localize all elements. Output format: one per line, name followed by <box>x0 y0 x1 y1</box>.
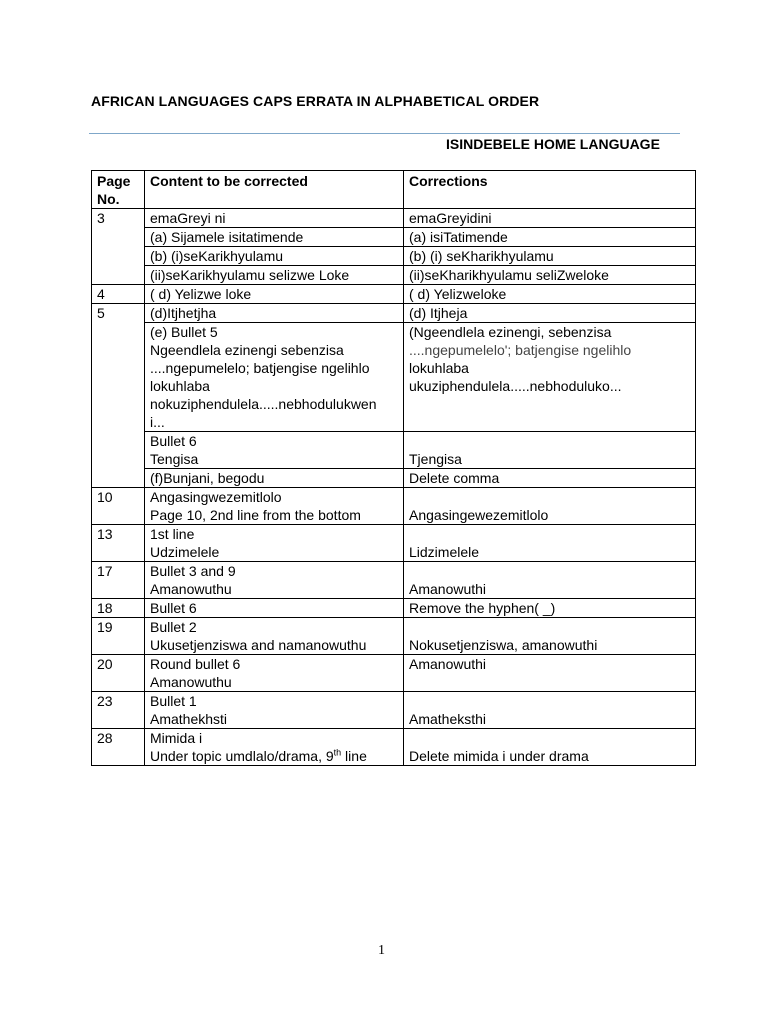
content-cell <box>145 618 404 655</box>
corrections-cell <box>404 618 696 655</box>
corrections-line <box>409 488 690 506</box>
table-row <box>92 655 696 692</box>
corrections-line: (a) isiTatimende <box>409 229 508 245</box>
corrections-cell <box>404 599 696 618</box>
content-line: Udzimelele <box>150 544 220 560</box>
content-line: (a) Sijamele isitatimende <box>150 229 304 245</box>
corrections-line: Remove the hyphen( _) <box>409 600 556 616</box>
content-cell <box>145 562 404 599</box>
page-cell: 4 <box>92 285 145 304</box>
content-cell <box>145 655 404 692</box>
content-line: Amanowuthu <box>150 581 232 597</box>
content-line: ( d) Yelizwe loke <box>150 286 252 302</box>
page-number: 1 <box>378 943 385 958</box>
corrections-line <box>409 729 690 747</box>
page-cell: 18 <box>92 599 145 618</box>
table-row <box>92 228 696 247</box>
table-row <box>92 323 696 432</box>
content-cell <box>145 488 404 525</box>
table-row <box>92 304 696 323</box>
content-cell <box>145 692 404 729</box>
corrections-cell <box>404 323 696 432</box>
corrections-line <box>409 618 690 636</box>
corrections-cell <box>404 562 696 599</box>
content-line: (e) Bullet 5 <box>150 324 218 340</box>
page-cell: 28 <box>92 729 145 766</box>
corrections-line: ukuziphendulela.....nebhoduluko... <box>409 378 622 394</box>
table-row <box>92 729 696 766</box>
content-cell <box>145 266 404 285</box>
corrections-cell <box>404 247 696 266</box>
table-row <box>92 285 696 304</box>
content-cell <box>145 285 404 304</box>
superscript: th <box>333 747 342 758</box>
content-line: (d)Itjhetjha <box>150 305 217 321</box>
corrections-line: ( d) Yelizweloke <box>409 286 507 302</box>
header-content: Content to be corrected <box>145 171 404 209</box>
corrections-cell <box>404 432 696 469</box>
content-line: Amanowuthu <box>150 674 232 690</box>
content-line: (b) (i)seKarikhyulamu <box>150 248 284 264</box>
header-corrections: Corrections <box>404 171 696 209</box>
corrections-line: Lidzimelele <box>409 544 480 560</box>
corrections-cell <box>404 692 696 729</box>
corrections-line <box>409 692 690 710</box>
document-subtitle: ISINDEBELE HOME LANGUAGE <box>446 136 660 152</box>
content-cell <box>145 432 404 469</box>
content-cell <box>145 469 404 488</box>
content-line: Bullet 3 and 9 <box>150 563 236 579</box>
corrections-line: Tjengisa <box>409 451 462 467</box>
corrections-cell <box>404 228 696 247</box>
header-page <box>92 171 145 209</box>
content-line: Bullet 2 <box>150 619 197 635</box>
header-rule <box>89 133 680 134</box>
content-cell <box>145 304 404 323</box>
corrections-line: (ii)seKharikhyulamu seliZweloke <box>409 267 609 283</box>
corrections-cell <box>404 525 696 562</box>
content-text-after: line <box>341 748 367 764</box>
corrections-line: ....ngepumelelo'; batjengise ngelihlo <box>409 342 632 358</box>
content-cell <box>145 599 404 618</box>
corrections-line: Amatheksthi <box>409 711 487 727</box>
corrections-cell <box>404 209 696 228</box>
table-row <box>92 562 696 599</box>
content-cell <box>145 209 404 228</box>
corrections-line <box>409 525 690 543</box>
content-cell <box>145 525 404 562</box>
content-line: Bullet 1 <box>150 693 197 709</box>
table-row <box>92 692 696 729</box>
corrections-line: emaGreyidini <box>409 210 492 226</box>
corrections-line: Amanowuthi <box>409 656 487 672</box>
corrections-line <box>409 562 690 580</box>
content-line: ....ngepumelelo; batjengise ngelihlo <box>150 360 370 376</box>
content-line: Ngeendlela ezinengi sebenzisa <box>150 342 344 358</box>
table-row <box>92 599 696 618</box>
corrections-line: Delete comma <box>409 470 500 486</box>
content-line: Page 10, 2nd line from the bottom <box>150 507 361 523</box>
content-line: i... <box>150 414 165 430</box>
content-line: Angasingwezemitlolo <box>150 489 282 505</box>
content-line: Tengisa <box>150 451 199 467</box>
corrections-line: lokuhlaba <box>409 360 469 376</box>
table-row <box>92 618 696 655</box>
content-cell <box>145 228 404 247</box>
corrections-cell <box>404 488 696 525</box>
content-line: Ukusetjenziswa and namanowuthu <box>150 637 367 653</box>
corrections-cell <box>404 266 696 285</box>
page-cell: 13 <box>92 525 145 562</box>
corrections-line: Delete mimida i under drama <box>409 748 589 764</box>
content-line: Amathekhsti <box>150 711 228 727</box>
content-line: nokuziphendulela.....nebhodulukwen <box>150 396 377 412</box>
content-cell <box>145 323 404 432</box>
content-cell <box>145 247 404 266</box>
corrections-line: (d) Itjheja <box>409 305 468 321</box>
page-cell: 5 <box>92 304 145 488</box>
header-page-label: Page No. <box>97 173 131 207</box>
table-row <box>92 525 696 562</box>
corrections-line: (b) (i) seKharikhyulamu <box>409 248 554 264</box>
table-row <box>92 488 696 525</box>
content-line: (ii)seKarikhyulamu selizwe Loke <box>150 267 350 283</box>
corrections-line: (Ngeendlela ezinengi, sebenzisa <box>409 324 612 340</box>
page-cell: 23 <box>92 692 145 729</box>
errata-table <box>91 170 696 766</box>
corrections-cell <box>404 304 696 323</box>
table-row <box>92 247 696 266</box>
page-cell: 17 <box>92 562 145 599</box>
table-row <box>92 469 696 488</box>
content-line: 1st line <box>150 526 195 542</box>
content-cell <box>145 729 404 766</box>
page-cell: 3 <box>92 209 145 285</box>
table-row <box>92 209 696 228</box>
content-line: lokuhlaba <box>150 378 210 394</box>
corrections-line: Nokusetjenziswa, amanowuthi <box>409 637 598 653</box>
corrections-cell <box>404 655 696 692</box>
content-line: Bullet 6 <box>150 600 197 616</box>
corrections-cell <box>404 285 696 304</box>
document-title: AFRICAN LANGUAGES CAPS ERRATA IN ALPHABETICAL ORDER <box>91 93 540 109</box>
corrections-line: Amanowuthi <box>409 581 487 597</box>
content-line: Mimida i <box>150 730 203 746</box>
table-header-row <box>92 171 696 209</box>
content-text: Under topic umdlalo/drama, 9 <box>150 748 334 764</box>
page-cell: 10 <box>92 488 145 525</box>
corrections-line: Angasingewezemitlolo <box>409 507 549 523</box>
table-row <box>92 266 696 285</box>
content-line: emaGreyi ni <box>150 210 226 226</box>
corrections-cell <box>404 729 696 766</box>
content-line: Round bullet 6 <box>150 656 241 672</box>
content-line <box>150 747 398 765</box>
table-row <box>92 432 696 469</box>
content-line: (f)Bunjani, begodu <box>150 470 265 486</box>
page-cell: 19 <box>92 618 145 655</box>
corrections-cell <box>404 469 696 488</box>
corrections-line <box>409 673 690 691</box>
content-line: Bullet 6 <box>150 433 197 449</box>
corrections-line <box>409 432 690 450</box>
page-cell: 20 <box>92 655 145 692</box>
